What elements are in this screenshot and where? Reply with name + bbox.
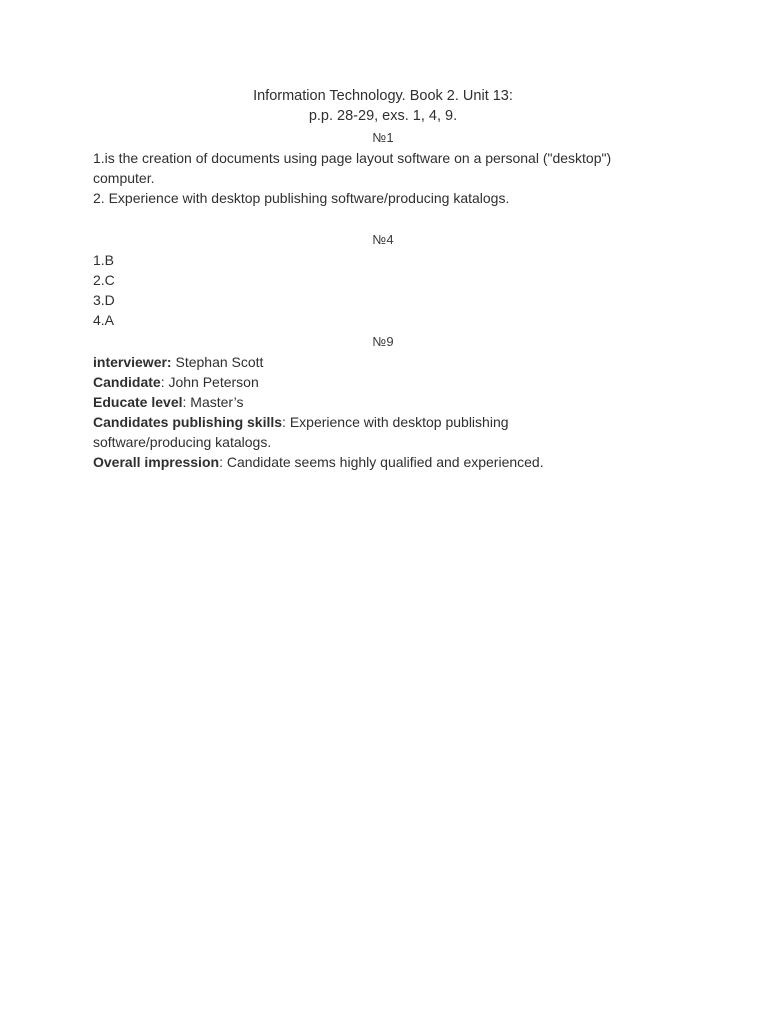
educate-level-value: : Master’s — [182, 394, 244, 410]
candidate-value: : John Peterson — [160, 374, 259, 390]
exercise-4-answer-2: 2.C — [93, 272, 115, 288]
exercise-4-answer-3: 3.D — [93, 292, 115, 308]
exercise-4-marker: №4 — [372, 232, 394, 247]
interviewer-field — [93, 352, 673, 372]
publishing-skills-field — [93, 412, 553, 452]
overall-impression-label: Overall impression — [93, 454, 220, 470]
candidate-field — [93, 372, 673, 392]
overall-impression-value: : Candidate seems highly qualified and experienced. — [219, 454, 544, 470]
interviewer-label: interviewer: — [93, 354, 172, 370]
candidate-label: Candidate — [93, 374, 161, 390]
blank-line — [93, 208, 673, 228]
exercise-1-answer-1: 1.is the creation of documents using page layout software on a personal ("desktop") computer. — [93, 150, 616, 186]
interviewer-value: Stephan Scott — [171, 354, 264, 370]
publishing-skills-value: : Experience with desktop publishing software/producing katalogs. — [93, 414, 509, 450]
exercise-9-marker: №9 — [372, 334, 394, 349]
document-subtitle: p.p. 28-29, exs. 1, 4, 9. — [308, 108, 458, 124]
document-content — [93, 86, 673, 472]
document-title: Information Technology. Book 2. Unit 13: — [253, 88, 513, 104]
educate-level-field — [93, 392, 673, 412]
exercise-1-answer-2: 2. Experience with desktop publishing software/producing katalogs. — [93, 190, 510, 206]
exercise-4-answer-4: 4.A — [93, 312, 115, 328]
educate-level-label: Educate level — [93, 394, 183, 410]
publishing-skills-label: Candidates publishing skills — [93, 414, 283, 430]
overall-impression-field — [93, 452, 673, 472]
exercise-1-marker: №1 — [372, 130, 394, 145]
exercise-4-answer-1: 1.B — [93, 252, 115, 268]
